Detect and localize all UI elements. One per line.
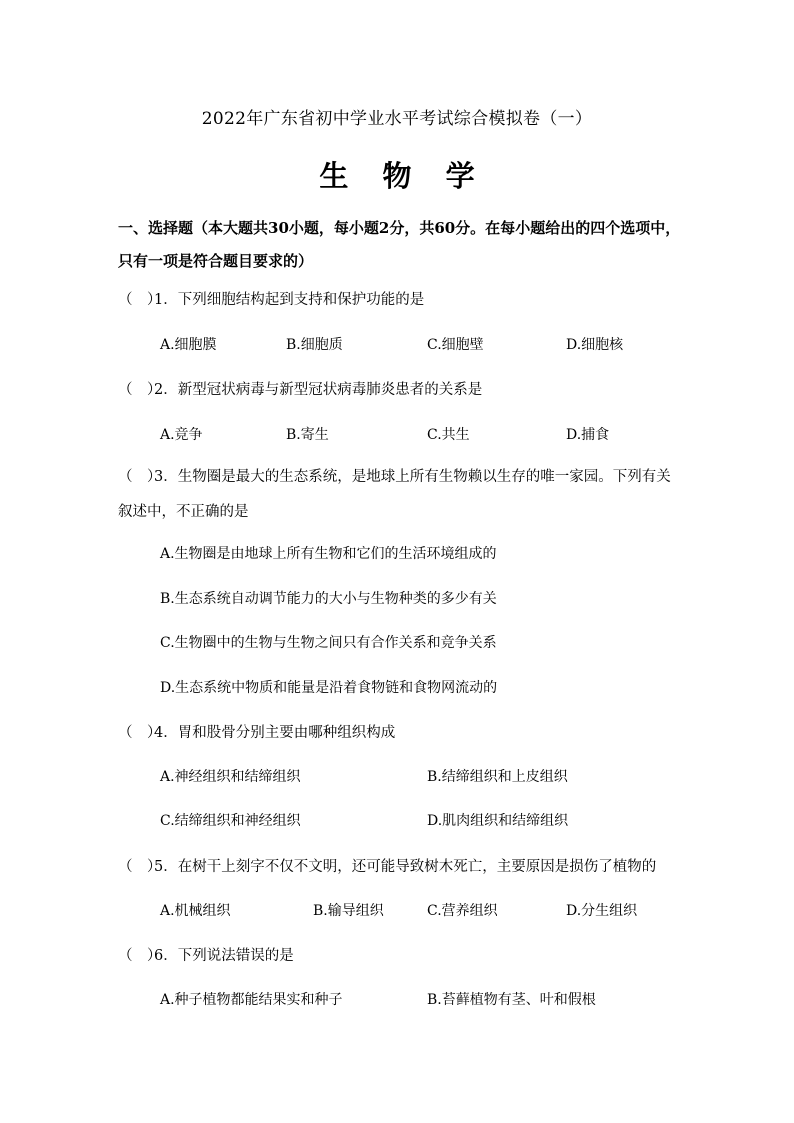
option-b: B.细胞质 <box>286 337 343 353</box>
option-a: A.神经组织和结缔组织 <box>160 769 301 785</box>
exam-title: 2022年广东省初中学业水平考试综合模拟卷（一） <box>201 109 593 129</box>
question-5 <box>118 855 656 876</box>
option-a: A.细胞膜 <box>160 337 217 353</box>
option-c: C.共生 <box>427 427 470 443</box>
option-b: B.生态系统自动调节能力的大小与生物种类的多少有关 <box>160 591 497 607</box>
answer-blank[interactable]: （ ） <box>118 382 162 398</box>
question-stem: 6．下列说法错误的是 <box>154 948 294 964</box>
question-3 <box>118 460 684 530</box>
option-a: A.竞争 <box>160 427 203 443</box>
option-a: A.生物圈是由地球上所有生物和它们的生活环境组成的 <box>160 546 497 562</box>
option-c: C.生物圈中的生物与生物之间只有合作关系和竞争关系 <box>160 635 497 651</box>
question-stem: 5．在树干上刻字不仅不文明，还可能导致树木死亡，主要原因是损伤了植物的 <box>154 859 657 875</box>
option-d: D.细胞核 <box>566 337 624 353</box>
option-c: C.细胞壁 <box>427 337 484 353</box>
option-b: B.寄生 <box>286 427 329 443</box>
answer-blank[interactable]: （ ） <box>118 292 162 308</box>
option-c: C.营养组织 <box>427 903 498 919</box>
option-b: B.苔藓植物有茎、叶和假根 <box>427 992 596 1008</box>
question-stem: 1．下列细胞结构起到支持和保护功能的是 <box>154 292 425 308</box>
answer-blank[interactable]: （ ） <box>118 469 162 485</box>
option-d: D.分生组织 <box>566 903 638 919</box>
option-a: A.种子植物都能结果实和种子 <box>160 992 343 1008</box>
option-c: C.结缔组织和神经组织 <box>160 813 301 829</box>
subject-title: 生 物 学 <box>319 159 487 193</box>
question-2 <box>118 378 482 399</box>
question-stem: 3．生物圈是最大的生态系统，是地球上所有生物赖以生存的唯一家园。下列有关叙述中，不正确的是 <box>118 469 671 520</box>
option-a: A.机械组织 <box>160 903 231 919</box>
answer-blank[interactable]: （ ） <box>118 725 162 741</box>
option-d: D.肌肉组织和结缔组织 <box>427 813 569 829</box>
question-1 <box>118 288 424 309</box>
question-stem: 4．胃和股骨分别主要由哪种组织构成 <box>154 725 396 741</box>
question-6 <box>118 944 294 965</box>
question-4 <box>118 721 395 742</box>
option-d: D.捕食 <box>566 427 610 443</box>
option-d: D.生态系统中物质和能量是沿着食物链和食物网流动的 <box>160 680 498 696</box>
question-stem: 2．新型冠状病毒与新型冠状病毒肺炎患者的关系是 <box>154 382 483 398</box>
answer-blank[interactable]: （ ） <box>118 859 162 875</box>
option-b: B.输导组织 <box>313 903 384 919</box>
section-heading: 一、选择题（本大题共30小题，每小题2分，共60分。在每小题给出的四个选项中，只有一项是符合题目要求的） <box>118 219 681 270</box>
option-b: B.结缔组织和上皮组织 <box>427 769 568 785</box>
answer-blank[interactable]: （ ） <box>118 948 162 964</box>
